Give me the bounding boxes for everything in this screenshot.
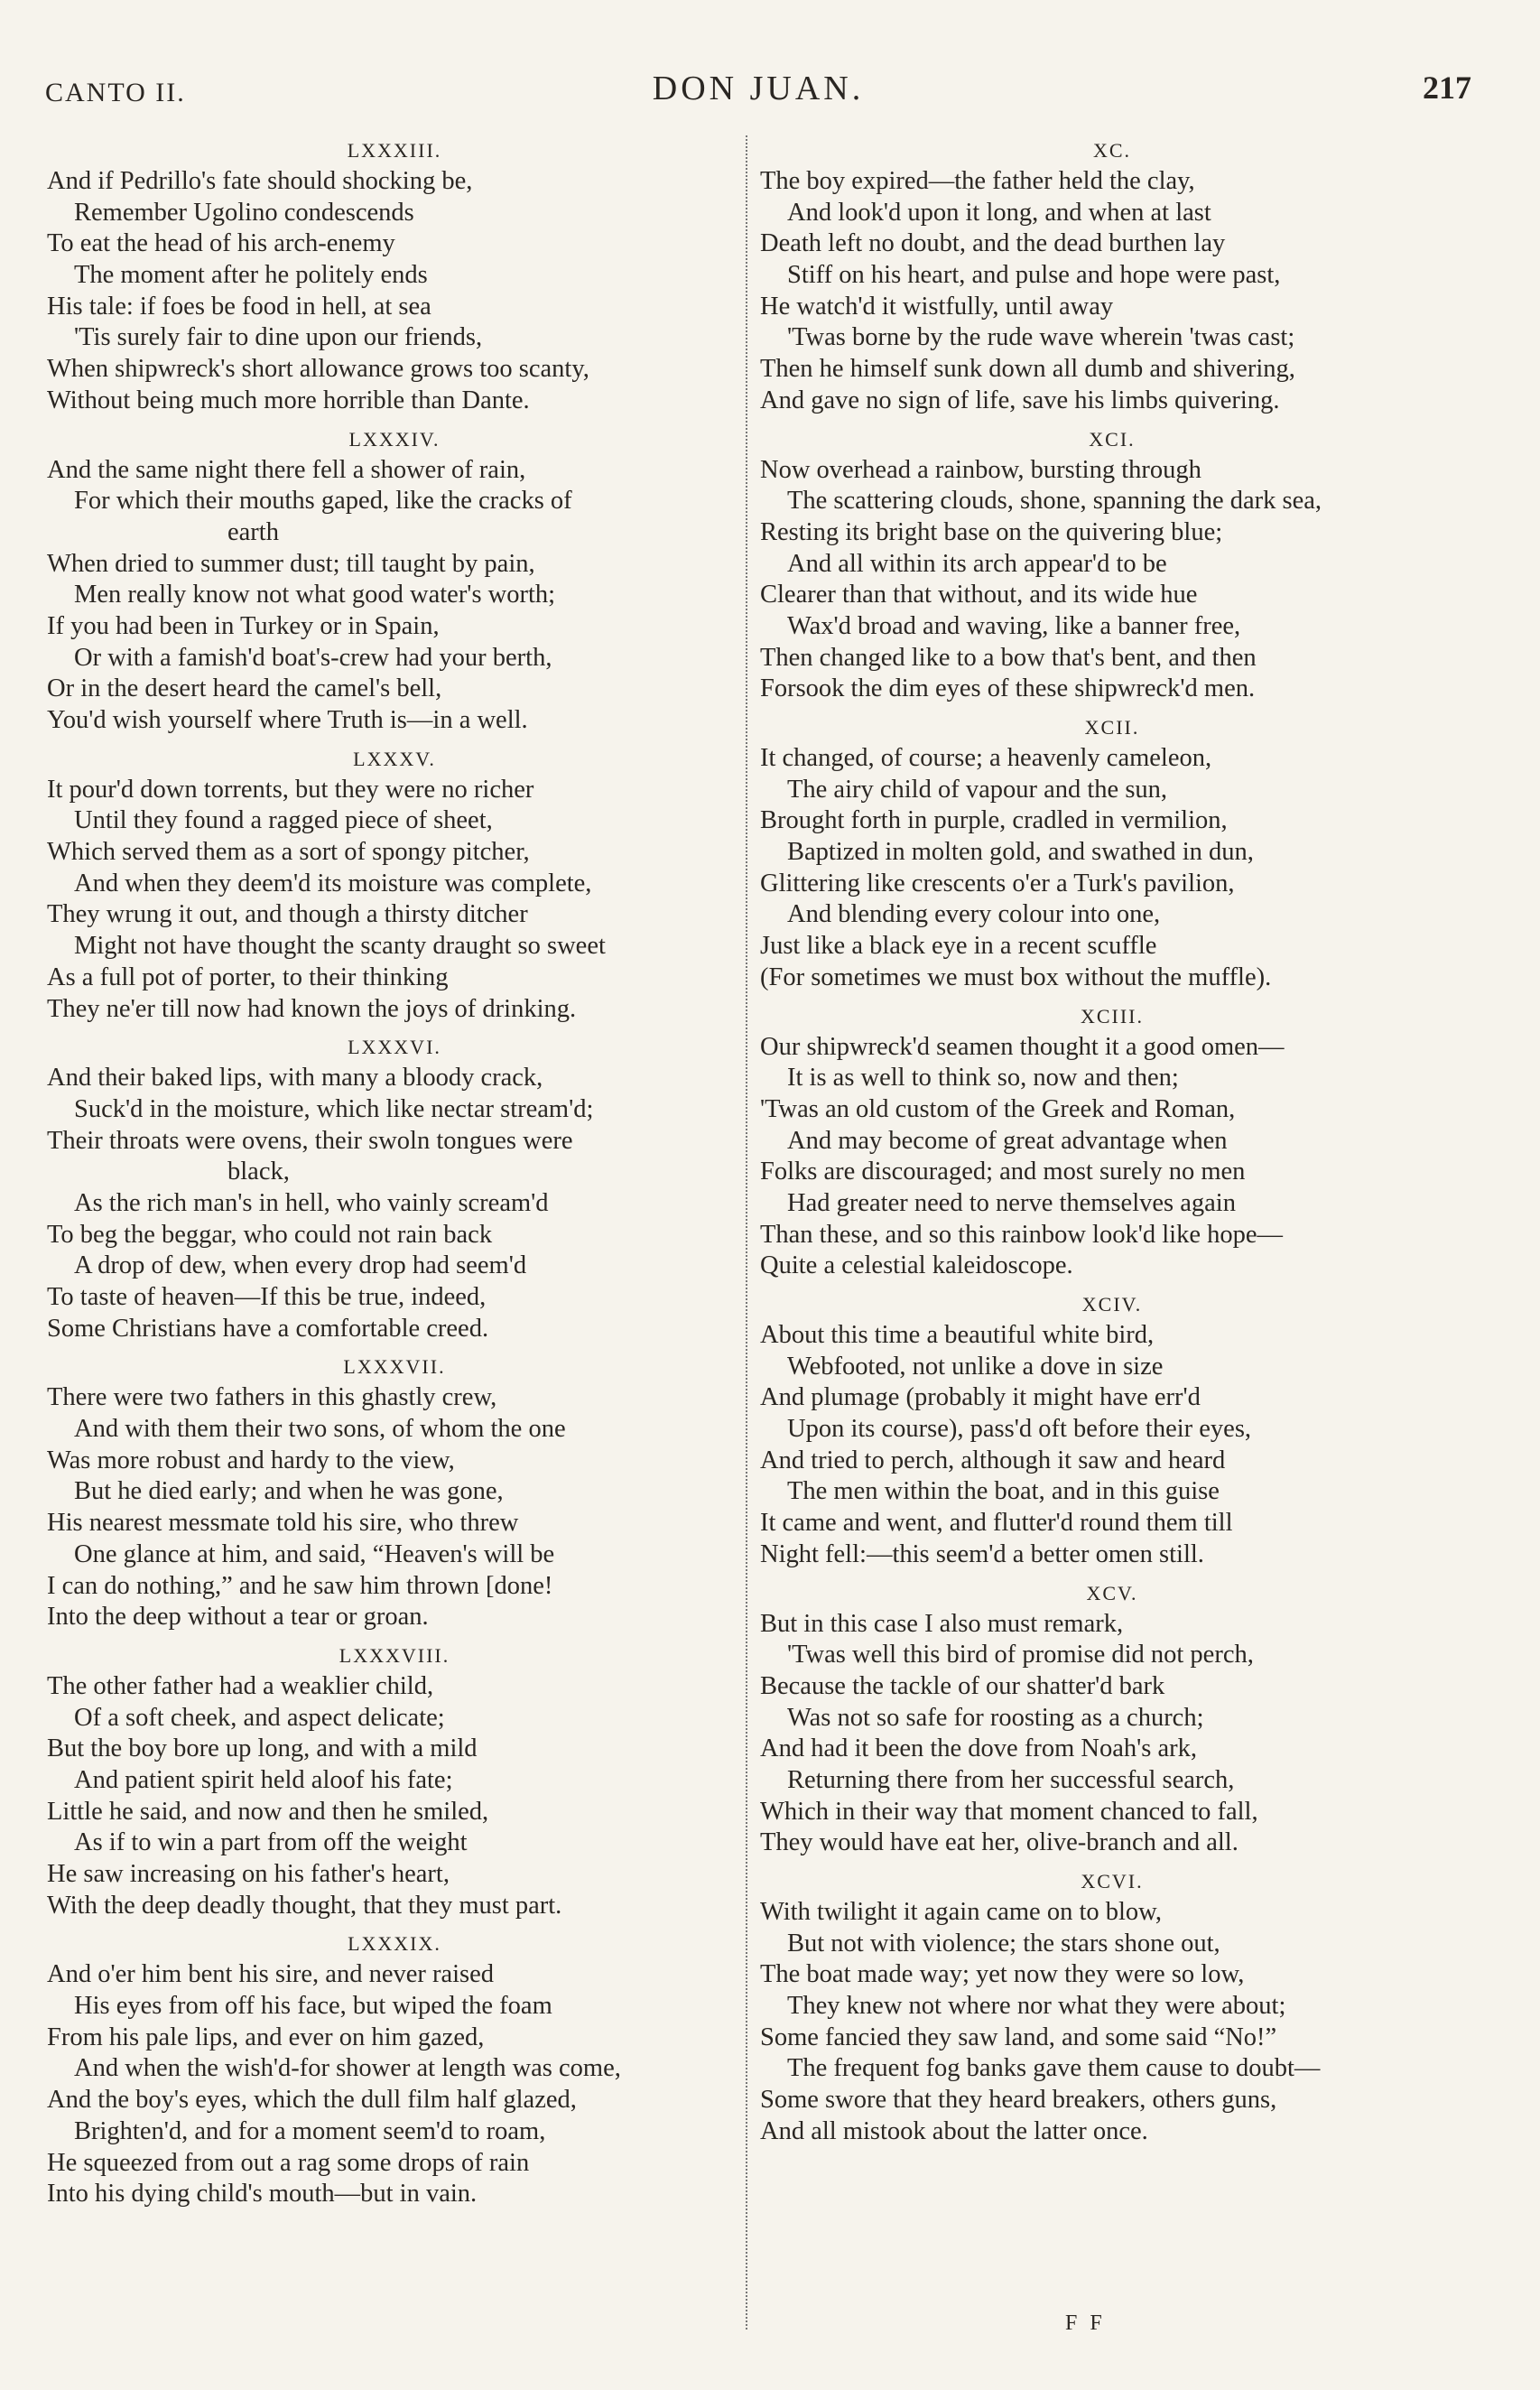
stanza (760, 712, 1464, 994)
verse-line: But he died early; and when he was gone, (74, 1477, 504, 1506)
verse-line: It is as well to think so, now and then; (787, 1064, 1179, 1093)
verse-line: Forsook the dim eyes of these shipwreck'd men. (760, 674, 1256, 703)
verse-line: And when they deem'd its moisture was complete, (74, 869, 592, 897)
verse-line: It came and went, and flutter'd round them till (760, 1509, 1233, 1538)
verse-line: And the boy's eyes, which the dull film half glazed, (47, 2086, 577, 2115)
verse-line: But in this case I also must remark, (760, 1609, 1124, 1638)
verse-line: And had it been the dove from Noah's ark, (760, 1734, 1197, 1763)
verse-line: Upon its course), pass'd oft before their eyes, (787, 1415, 1252, 1444)
verse-line: And o'er him bent his sire, and never raised (47, 1960, 495, 1989)
verse-line: The boat made way; yet now they were so low, (760, 1960, 1245, 1989)
verse-line: And look'd upon it long, and when at last (787, 198, 1211, 227)
verse-line: You'd wish yourself where Truth is—in a well. (47, 706, 528, 734)
verse-line: Might not have thought the scanty draught so sweet (74, 932, 606, 961)
verse-line: earth (227, 517, 279, 546)
verse-line: And their baked lips, with many a bloody crack, (47, 1064, 543, 1093)
verse-line: To beg the beggar, who could not rain back (47, 1220, 493, 1249)
verse-line: Was not so safe for roosting as a church; (787, 1703, 1204, 1732)
verse-line: I can do nothing,” and he saw him thrown [done! (47, 1571, 553, 1600)
verse-line: And if Pedrillo's fate should shocking be, (47, 167, 473, 195)
verse-line: Now overhead a rainbow, bursting through (760, 455, 1201, 484)
stanza (47, 1352, 742, 1633)
verse-line: And gave no sign of life, save his limbs quivering. (760, 386, 1280, 414)
stanza-numeral: XCV. (1086, 1581, 1138, 1604)
running-header (45, 61, 1471, 116)
verse-line: As a full pot of porter, to their thinking (47, 963, 449, 991)
verse-line: The men within the boat, and in this guise (787, 1477, 1220, 1506)
verse-line: Stiff on his heart, and pulse and hope were past, (787, 261, 1281, 290)
verse-line: 'Tis surely fair to dine upon our friends, (74, 323, 483, 352)
verse-line: Some Christians have a comfortable creed. (47, 1314, 489, 1343)
stanza-numeral: XCI. (1089, 427, 1136, 451)
verse-line: Folks are discouraged; and most surely no men (760, 1158, 1246, 1186)
verse-line: Of a soft cheek, and aspect delicate; (74, 1703, 445, 1732)
stanza-numeral: LXXXV. (353, 747, 436, 770)
verse-line: He saw increasing on his father's heart, (47, 1860, 450, 1888)
verse-line: With twilight it again came on to blow, (760, 1898, 1163, 1926)
verse-line: Clearer than that without, and its wide hue (760, 581, 1198, 609)
verse-line: With the deep deadly thought, that they must part. (47, 1891, 562, 1920)
verse-line: It changed, of course; a heavenly cameleon, (760, 744, 1212, 772)
verse-line: Their throats were ovens, their swoln tongues were (47, 1126, 573, 1155)
stanza-numeral: LXXXIV. (348, 427, 441, 451)
verse-line: Into the deep without a tear or groan. (47, 1603, 429, 1632)
verse-line: Some swore that they heard breakers, others guns, (760, 2086, 1277, 2115)
stanza (760, 1866, 1464, 2148)
verse-line: To eat the head of his arch-enemy (47, 229, 395, 258)
verse-line: Death left no doubt, and the dead burthen lay (760, 229, 1226, 258)
verse-line: One glance at him, and said, “Heaven's will be (74, 1539, 555, 1568)
verse-line: He watch'd it wistfully, until away (760, 292, 1114, 321)
verse-line: As the rich man's in hell, who vainly scream'd (74, 1188, 549, 1217)
verse-line: 'Twas an old custom of the Greek and Roman, (760, 1094, 1236, 1123)
column-divider (746, 135, 747, 2330)
stanza-numeral: LXXXVI. (348, 1036, 441, 1059)
verse-line: He squeezed from out a rag some drops of rain (47, 2148, 530, 2177)
page-number: 217 (1423, 70, 1471, 106)
verse-line: Until they found a ragged piece of sheet, (74, 806, 493, 835)
verse-line: From his pale lips, and ever on him gazed, (47, 2023, 485, 2051)
stanza (47, 744, 742, 1026)
verse-line: Glittering like crescents o'er a Turk's pavilion, (760, 869, 1235, 897)
verse-line: And with them their two sons, of whom the one (74, 1415, 566, 1444)
verse-line: Without being much more horrible than Dante. (47, 386, 530, 414)
verse-line: Quite a celestial kaleidoscope. (760, 1251, 1073, 1280)
verse-line: Men really know not what good water's worth; (74, 581, 556, 609)
stanza-numeral: LXXXVIII. (339, 1643, 450, 1667)
verse-line: But the boy bore up long, and with a mild (47, 1734, 478, 1763)
verse-line: To taste of heaven—If this be true, indeed, (47, 1283, 487, 1311)
verse-line: The scattering clouds, shone, spanning the dark sea, (787, 487, 1322, 516)
stanza-numeral: LXXXIX. (348, 1932, 441, 1956)
verse-line: His nearest messmate told his sire, who threw (47, 1509, 519, 1538)
verse-line: Baptized in molten gold, and swathed in dun, (787, 838, 1254, 867)
verse-line: Night fell:—this seem'd a better omen still. (760, 1539, 1204, 1568)
verse-line: Had greater need to nerve themselves again (787, 1188, 1236, 1217)
verse-line: Brought forth in purple, cradled in vermilion, (760, 806, 1228, 835)
verse-line: And may become of great advantage when (787, 1126, 1228, 1155)
verse-line: The airy child of vapour and the sun, (787, 775, 1168, 804)
right-column (760, 135, 1464, 2155)
stanza (760, 424, 1464, 706)
stanza (47, 1032, 742, 1344)
stanza (47, 1929, 742, 2210)
verse-line: Just like a black eye in a recent scuffle (760, 932, 1157, 961)
stanza (47, 1641, 742, 1922)
verse-line: Remember Ugolino condescends (74, 198, 414, 227)
verse-line: Webfooted, not unlike a dove in size (787, 1352, 1164, 1381)
canto-label: CANTO II. (45, 78, 186, 107)
verse-line: They would have eat her, olive-branch and all. (760, 1828, 1238, 1857)
verse-line: (For sometimes we must box without the muffle). (760, 963, 1272, 991)
stanza-numeral: XCIII. (1080, 1004, 1145, 1028)
verse-line: The boy expired—the father held the clay, (760, 167, 1195, 195)
verse-line: Brighten'd, and for a moment seem'd to roam, (74, 2116, 546, 2145)
verse-line: Than these, and so this rainbow look'd like hope— (760, 1220, 1283, 1249)
verse-line: The frequent fog banks gave them cause to doubt— (787, 2054, 1321, 2083)
verse-line: And blending every colour into one, (787, 900, 1161, 929)
verse-line: If you had been in Turkey or in Spain, (47, 611, 440, 640)
verse-line: 'Twas borne by the rude wave wherein 'twas cast; (787, 323, 1295, 352)
left-column (47, 135, 742, 2218)
verse-line: 'Twas well this bird of promise did not perch, (787, 1641, 1254, 1669)
verse-line: And tried to perch, although it saw and heard (760, 1446, 1226, 1474)
verse-line: Resting its bright base on the quivering blue; (760, 517, 1223, 546)
verse-line: They ne'er till now had known the joys of drinking. (47, 994, 577, 1023)
verse-line: And the same night there fell a shower of rain, (47, 455, 526, 484)
signature-mark: F F (1065, 2311, 1106, 2335)
verse-line: A drop of dew, when every drop had seem'd (74, 1251, 527, 1280)
verse-line: Into his dying child's mouth—but in vain. (47, 2180, 478, 2209)
stanza-numeral: LXXXVII. (343, 1355, 446, 1379)
verse-line: Then changed like to a bow that's bent, and then (760, 643, 1257, 672)
verse-line: There were two fathers in this ghastly crew, (47, 1383, 497, 1412)
verse-line: It pour'd down torrents, but they were no richer (47, 775, 534, 804)
stanza (760, 1289, 1464, 1571)
verse-line: black, (227, 1158, 290, 1186)
verse-line: They wrung it out, and though a thirsty ditcher (47, 900, 528, 929)
verse-line: Our shipwreck'd seamen thought it a good omen— (760, 1032, 1285, 1061)
verse-line: His eyes from off his face, but wiped the foam (74, 1992, 552, 2021)
stanza-numeral: LXXXIII. (347, 139, 442, 162)
verse-line: Because the tackle of our shatter'd bark (760, 1671, 1165, 1700)
verse-line: For which their mouths gaped, like the cracks of (74, 487, 572, 516)
verse-line: As if to win a part from off the weight (74, 1828, 468, 1857)
verse-line: And all mistook about the latter once. (760, 2116, 1148, 2145)
verse-line: Some fancied they saw land, and some said “No!” (760, 2023, 1277, 2051)
stanza (760, 1578, 1464, 1860)
verse-line: Or with a famish'd boat's-crew had your berth, (74, 643, 552, 672)
verse-line: And when the wish'd-for shower at length was come, (74, 2054, 621, 2083)
verse-line: Or in the desert heard the camel's bell, (47, 674, 442, 703)
stanza-numeral: XCVI. (1081, 1870, 1144, 1892)
stanza (47, 135, 742, 417)
verse-line: The other father had a weaklier child, (47, 1671, 434, 1700)
stanza-numeral: XCIV. (1081, 1293, 1143, 1316)
verse-line: Then he himself sunk down all dumb and shivering, (760, 355, 1295, 384)
verse-line: When shipwreck's short allowance grows too scanty, (47, 355, 589, 384)
verse-line: His tale: if foes be food in hell, at sea (47, 292, 431, 321)
stanza (47, 424, 742, 737)
verse-line: Which served them as a sort of spongy pitcher, (47, 838, 530, 867)
verse-line: And patient spirit held aloof his fate; (74, 1765, 453, 1794)
verse-line: About this time a beautiful white bird, (760, 1321, 1155, 1349)
stanza (760, 1001, 1464, 1283)
verse-line: Wax'd broad and waving, like a banner free, (787, 611, 1241, 640)
page-title: DON JUAN. (652, 70, 865, 107)
stanza (760, 135, 1464, 417)
verse-line: And all within its arch appear'd to be (787, 549, 1167, 578)
stanza-numeral: XCII. (1084, 716, 1140, 739)
verse-line: Was more robust and hardy to the view, (47, 1446, 455, 1474)
verse-line: But not with violence; the stars shone out, (787, 1929, 1220, 1958)
stanza-numeral: XC. (1092, 139, 1132, 162)
verse-line: When dried to summer dust; till taught by pain, (47, 549, 535, 578)
verse-line: The moment after he politely ends (74, 261, 428, 290)
verse-line: Which in their way that moment chanced to fall, (760, 1797, 1258, 1826)
verse-line: Returning there from her successful search, (787, 1765, 1235, 1794)
verse-line: They knew not where nor what they were about; (787, 1992, 1286, 2021)
verse-line: Little he said, and now and then he smiled, (47, 1797, 489, 1826)
verse-line: Suck'd in the moisture, which like nectar stream'd; (74, 1094, 594, 1123)
verse-line: And plumage (probably it might have err'd (760, 1383, 1201, 1412)
